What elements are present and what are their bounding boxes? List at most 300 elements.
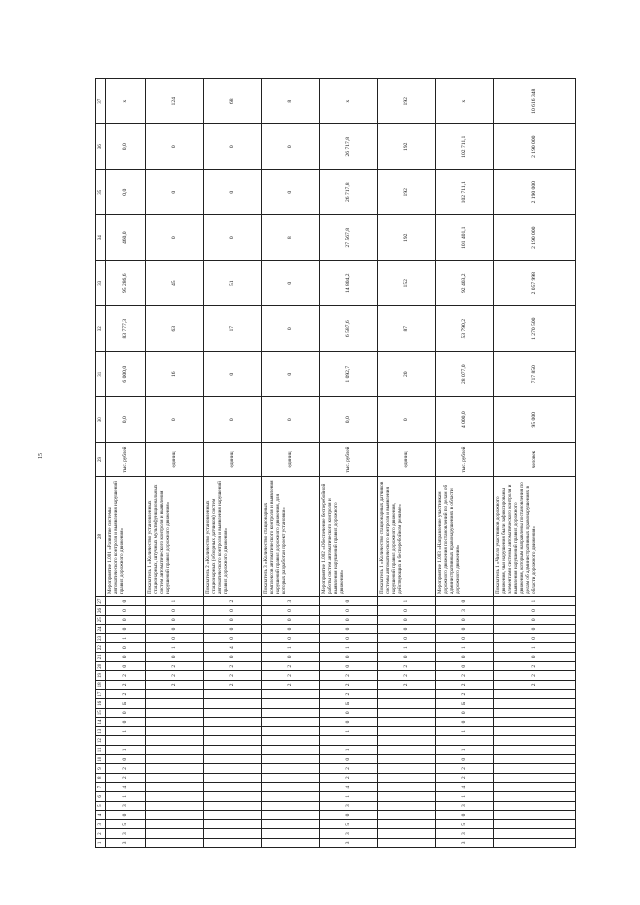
code-cell: Б (436, 699, 494, 708)
item-name-cell: Мероприятие 1.001 «Развитие системы автоматического контроля и выявления нарушений правил дорожного движения» (106, 476, 146, 596)
column-number-cell: 2 (96, 829, 106, 838)
value-cell: 0 (262, 351, 320, 397)
item-name-cell: Показатель 1 «Количество стационарных датчиков системы автоматического контроля и выявления нарушений правил дорожного движения, действующих в бесперебойном режиме» (378, 476, 436, 596)
code-cell (146, 792, 204, 801)
value-cell: 2 057 998 (494, 260, 576, 306)
value-cell: 0 (146, 215, 204, 261)
item-name-cell: Показатель 2 «Количество установленных стационарных (обзорных датчиков) систем автоматического контроля и выявления нарушений правил дорожного движения» (204, 476, 262, 596)
code-cell: 0 (204, 624, 262, 633)
column-number-cell: 23 (96, 634, 106, 643)
code-cell: 2 (436, 680, 494, 689)
value-cell: 0,0 (106, 124, 146, 170)
code-cell: 1 (436, 643, 494, 652)
code-cell (494, 755, 576, 764)
value-cell: 4 000,0 (436, 397, 494, 443)
code-cell: 0 (436, 662, 494, 671)
value-cell: 0 (204, 124, 262, 170)
code-cell (494, 829, 576, 838)
code-cell: 2 (204, 680, 262, 689)
code-cell (494, 810, 576, 819)
code-cell (378, 745, 436, 754)
value-cell: 16 (146, 351, 204, 397)
code-cell: 0 (146, 606, 204, 615)
code-cell: 0 (106, 652, 146, 661)
code-cell (204, 689, 262, 698)
value-cell: 10 616 348 (494, 78, 576, 124)
value-cell: 28 077,0 (436, 351, 494, 397)
column-number-cell: 7 (96, 782, 106, 791)
code-cell: 0 (262, 615, 320, 624)
value-cell: 8 (262, 215, 320, 261)
code-cell: 1 (436, 727, 494, 736)
code-cell: 2 (146, 671, 204, 680)
code-cell: 1 (436, 792, 494, 801)
code-cell: 2 (436, 671, 494, 680)
code-cell: 3 (320, 829, 378, 838)
code-cell (378, 699, 436, 708)
code-cell: 4 (436, 782, 494, 791)
code-cell (494, 708, 576, 717)
code-cell: 1 (106, 634, 146, 643)
column-number-cell: 22 (96, 643, 106, 652)
code-cell (262, 689, 320, 698)
unit-cell: тыс. рублей (436, 442, 494, 476)
code-cell: 2 (106, 689, 146, 698)
code-cell (204, 792, 262, 801)
column-number-cell: 32 (96, 306, 106, 352)
value-cell: 51 (204, 260, 262, 306)
code-cell: 2 (494, 671, 576, 680)
code-cell (378, 810, 436, 819)
column-number-cell: 34 (96, 215, 106, 261)
code-cell (378, 801, 436, 810)
value-cell: 0 (204, 169, 262, 215)
code-cell: 0 (436, 634, 494, 643)
code-cell: 0 (494, 624, 576, 633)
code-cell (378, 764, 436, 773)
value-cell: 0 (378, 397, 436, 443)
code-cell: 3 (436, 606, 494, 615)
code-cell: 0 (106, 708, 146, 717)
code-cell (204, 829, 262, 838)
code-cell (146, 801, 204, 810)
value-cell: 192 (378, 215, 436, 261)
code-cell: 0 (204, 634, 262, 643)
code-cell (320, 736, 378, 745)
column-number-cell: 17 (96, 689, 106, 698)
value-cell: 20 (378, 351, 436, 397)
unit-cell: человек (494, 442, 576, 476)
item-name-cell: Показатель 3 «Количество стационарных комплексов автоматического контроля и выявления нарушений правил дорожного движения, для которых разработан проект установки» (262, 476, 320, 596)
table-row (494, 78, 576, 847)
code-cell: 2 (106, 773, 146, 782)
value-cell: 8 (262, 78, 320, 124)
value-cell: 0 (204, 397, 262, 443)
code-cell: 2 (378, 662, 436, 671)
code-cell: 0 (320, 708, 378, 717)
code-cell: 0 (106, 755, 146, 764)
code-cell (494, 820, 576, 829)
code-cell: 1 (146, 643, 204, 652)
column-number-cell: 18 (96, 680, 106, 689)
code-cell: 0 (262, 624, 320, 633)
code-cell: 1 (320, 643, 378, 652)
value-cell: 0 (262, 397, 320, 443)
code-cell: 0 (146, 615, 204, 624)
table-row (262, 78, 320, 847)
code-cell: 3 (436, 801, 494, 810)
column-number-cell: 15 (96, 708, 106, 717)
column-number-cell: 24 (96, 624, 106, 633)
code-cell: 2 (436, 689, 494, 698)
code-cell: 4 (204, 643, 262, 652)
column-number-cell: 16 (96, 699, 106, 708)
code-cell: 0 (378, 624, 436, 633)
code-cell: 2 (262, 671, 320, 680)
code-cell: 2 (106, 764, 146, 773)
code-cell: 4 (106, 782, 146, 791)
code-cell: 1 (106, 745, 146, 754)
table-row (146, 78, 204, 847)
code-cell (262, 755, 320, 764)
code-cell: 0 (106, 810, 146, 819)
value-cell: 63 (146, 306, 204, 352)
code-cell: 2 (146, 680, 204, 689)
code-cell: 0 (146, 652, 204, 661)
column-number-cell: 28 (96, 476, 106, 596)
value-cell: 0 (204, 351, 262, 397)
code-cell: 0 (320, 615, 378, 624)
code-cell: 2 (106, 671, 146, 680)
code-cell: 0 (436, 624, 494, 633)
code-cell: 0 (436, 596, 494, 605)
code-cell (146, 699, 204, 708)
code-cell (378, 773, 436, 782)
code-cell (204, 810, 262, 819)
value-cell: 0 (262, 260, 320, 306)
value-cell: 53 790,2 (436, 306, 494, 352)
column-number-cell: 9 (96, 764, 106, 773)
column-number-cell: 27 (96, 596, 106, 605)
column-number-cell: 1 (96, 838, 106, 847)
code-cell: 1 (262, 643, 320, 652)
code-cell: 2 (494, 662, 576, 671)
code-cell (262, 820, 320, 829)
column-number-cell: 10 (96, 755, 106, 764)
code-cell (204, 773, 262, 782)
code-cell: 0 (106, 662, 146, 671)
code-cell: 0 (436, 652, 494, 661)
code-cell: 2 (320, 773, 378, 782)
code-cell (146, 782, 204, 791)
code-cell: Б (106, 699, 146, 708)
code-cell (146, 829, 204, 838)
code-cell (204, 717, 262, 726)
value-cell: х (320, 78, 378, 124)
code-cell: 2 (204, 596, 262, 605)
code-cell (494, 764, 576, 773)
code-cell (204, 838, 262, 847)
value-cell: 0 (262, 306, 320, 352)
code-cell: 0 (378, 634, 436, 643)
code-cell: 1 (494, 643, 576, 652)
rotated-table-wrapper (95, 88, 565, 848)
code-cell (204, 820, 262, 829)
code-cell (146, 717, 204, 726)
page-number: 15 (38, 453, 44, 459)
value-cell: 26 717,8 (320, 169, 378, 215)
value-cell: 717 850 (494, 351, 576, 397)
code-cell (146, 727, 204, 736)
code-cell: 0 (106, 596, 146, 605)
value-cell: 95 000 (494, 397, 576, 443)
column-number-cell: 8 (96, 773, 106, 782)
column-number-cell: 25 (96, 615, 106, 624)
code-cell: 0 (146, 624, 204, 633)
value-cell: 124 (146, 78, 204, 124)
code-cell: 0 (106, 717, 146, 726)
code-cell (146, 689, 204, 698)
code-cell: 1 (106, 727, 146, 736)
code-cell (494, 801, 576, 810)
code-cell (146, 810, 204, 819)
code-cell: 5 (106, 820, 146, 829)
value-cell: 6 000,0 (106, 351, 146, 397)
code-cell: 0 (320, 606, 378, 615)
column-number-cell: 13 (96, 727, 106, 736)
code-cell: 0 (494, 652, 576, 661)
code-cell (494, 838, 576, 847)
value-cell: 87 (378, 306, 436, 352)
code-cell: 1 (320, 727, 378, 736)
code-cell: 0 (494, 615, 576, 624)
code-cell (262, 838, 320, 847)
code-cell: 0 (106, 643, 146, 652)
code-cell (204, 708, 262, 717)
code-cell: 2 (320, 764, 378, 773)
unit-cell: единиц (146, 442, 204, 476)
code-cell (494, 689, 576, 698)
column-number-cell: 6 (96, 792, 106, 801)
code-cell (262, 699, 320, 708)
code-cell (494, 745, 576, 754)
unit-cell: тыс. рублей (106, 442, 146, 476)
code-cell: 1 (494, 596, 576, 605)
code-cell (204, 782, 262, 791)
code-cell: 0 (320, 634, 378, 643)
column-number-cell: 29 (96, 442, 106, 476)
value-cell: 26 717,8 (320, 124, 378, 170)
code-cell (378, 717, 436, 726)
value-cell: х (436, 78, 494, 124)
code-cell: 1 (320, 792, 378, 801)
code-cell (262, 782, 320, 791)
code-cell (146, 764, 204, 773)
item-name-cell: Показатель 1 «Количество установленных стационарных, штучных мультифункциональных систем автоматического контроля и выявления нарушений правил дорожного движения» (146, 476, 204, 596)
value-cell: 0,0 (320, 397, 378, 443)
code-cell: 2 (436, 764, 494, 773)
code-cell: 2 (320, 689, 378, 698)
code-cell: 1 (146, 596, 204, 605)
code-cell: 3 (320, 801, 378, 810)
code-cell (262, 727, 320, 736)
code-cell (494, 736, 576, 745)
unit-cell: тыс. рублей (320, 442, 378, 476)
value-cell: 1 270 500 (494, 306, 576, 352)
code-cell: 2 (494, 680, 576, 689)
value-cell: 0 (262, 169, 320, 215)
code-cell: 0 (320, 596, 378, 605)
code-cell (204, 755, 262, 764)
value-cell: 102 711,1 (436, 124, 494, 170)
table-row (378, 78, 436, 847)
value-cell: 83 777,3 (106, 306, 146, 352)
code-cell: 2 (320, 680, 378, 689)
program-table (95, 78, 576, 848)
code-cell (204, 736, 262, 745)
code-cell (494, 792, 576, 801)
code-cell (262, 801, 320, 810)
code-cell: 0 (320, 755, 378, 764)
code-cell: 1 (378, 596, 436, 605)
column-number-cell: 14 (96, 717, 106, 726)
value-cell: 0 (204, 215, 262, 261)
code-cell: 0 (204, 615, 262, 624)
code-cell: 2 (204, 671, 262, 680)
code-cell: 2 (106, 680, 146, 689)
code-cell: 2 (146, 662, 204, 671)
value-cell: 192 (378, 124, 436, 170)
code-cell: 0 (378, 606, 436, 615)
value-cell: 17 (204, 306, 262, 352)
code-cell: 3 (106, 801, 146, 810)
code-cell (204, 699, 262, 708)
code-cell: 2 (436, 773, 494, 782)
code-cell (146, 745, 204, 754)
table-row (320, 78, 378, 847)
code-cell: 0 (320, 624, 378, 633)
value-cell: 0,0 (106, 397, 146, 443)
code-cell (204, 727, 262, 736)
value-cell: 192 (378, 169, 436, 215)
code-cell: 0 (106, 615, 146, 624)
column-number-cell: 26 (96, 606, 106, 615)
code-cell: 0 (436, 615, 494, 624)
code-cell: 0 (320, 662, 378, 671)
code-cell: 0 (106, 624, 146, 633)
code-cell (494, 782, 576, 791)
column-number-cell: 33 (96, 260, 106, 306)
value-cell: 14 804,2 (320, 260, 378, 306)
code-cell (494, 717, 576, 726)
value-cell: 6 587,6 (320, 306, 378, 352)
code-cell: 5 (320, 820, 378, 829)
table-row (204, 78, 262, 847)
code-cell: 0 (262, 634, 320, 643)
code-cell (262, 792, 320, 801)
table-row (106, 78, 146, 847)
code-cell (146, 820, 204, 829)
code-cell (494, 699, 576, 708)
code-cell (494, 773, 576, 782)
code-cell: 0 (262, 606, 320, 615)
code-cell (378, 838, 436, 847)
code-cell: 0 (204, 606, 262, 615)
code-cell: 2 (204, 662, 262, 671)
unit-cell: единиц (204, 442, 262, 476)
column-number-cell: 31 (96, 351, 106, 397)
column-number-row (96, 78, 106, 847)
column-number-cell: 12 (96, 736, 106, 745)
column-number-cell: 3 (96, 820, 106, 829)
code-cell (262, 708, 320, 717)
column-number-cell: 5 (96, 801, 106, 810)
code-cell: 0 (436, 810, 494, 819)
code-cell (378, 708, 436, 717)
code-cell (378, 820, 436, 829)
unit-cell: единиц (378, 442, 436, 476)
table-frame (95, 88, 565, 848)
code-cell: 3 (436, 829, 494, 838)
value-cell: 45 (146, 260, 204, 306)
code-cell: 1 (436, 745, 494, 754)
code-cell: 2 (262, 680, 320, 689)
column-number-cell: 35 (96, 169, 106, 215)
value-cell: х (106, 78, 146, 124)
code-cell (262, 829, 320, 838)
code-cell (146, 736, 204, 745)
code-cell: 2 (320, 671, 378, 680)
code-cell (146, 708, 204, 717)
column-number-cell: 30 (96, 397, 106, 443)
column-number-cell: 4 (96, 810, 106, 819)
value-cell: 0 (146, 397, 204, 443)
code-cell: 3 (320, 838, 378, 847)
value-cell: 101 401,1 (436, 215, 494, 261)
column-number-cell: 11 (96, 745, 106, 754)
code-cell: 2 (378, 680, 436, 689)
code-cell (262, 717, 320, 726)
code-cell: 0 (320, 652, 378, 661)
value-cell: 460,0 (106, 215, 146, 261)
code-cell: 0 (494, 634, 576, 643)
value-cell: 2 190 000 (494, 169, 576, 215)
value-cell: 0 (146, 169, 204, 215)
code-cell: 0 (262, 652, 320, 661)
code-cell: 0 (204, 652, 262, 661)
code-cell (378, 755, 436, 764)
code-cell (262, 745, 320, 754)
code-cell (262, 764, 320, 773)
code-cell: Б (320, 699, 378, 708)
item-name-cell: Мероприятие 1.002 «Обеспечение бесперебойной работы систем автоматического контроля и выявления нарушений правил дорожного движения» (320, 476, 378, 596)
code-cell: 0 (320, 810, 378, 819)
code-cell (204, 745, 262, 754)
code-cell (262, 810, 320, 819)
value-cell: 27 567,8 (320, 215, 378, 261)
code-cell: 0 (436, 717, 494, 726)
code-cell (106, 736, 146, 745)
code-cell: 3 (436, 838, 494, 847)
column-number-cell: 19 (96, 671, 106, 680)
value-cell: 0 (146, 124, 204, 170)
unit-cell: единиц (262, 442, 320, 476)
value-cell: 2 190 000 (494, 124, 576, 170)
code-cell: 2 (262, 662, 320, 671)
code-cell: 4 (320, 782, 378, 791)
code-cell: 1 (320, 745, 378, 754)
code-cell (378, 736, 436, 745)
